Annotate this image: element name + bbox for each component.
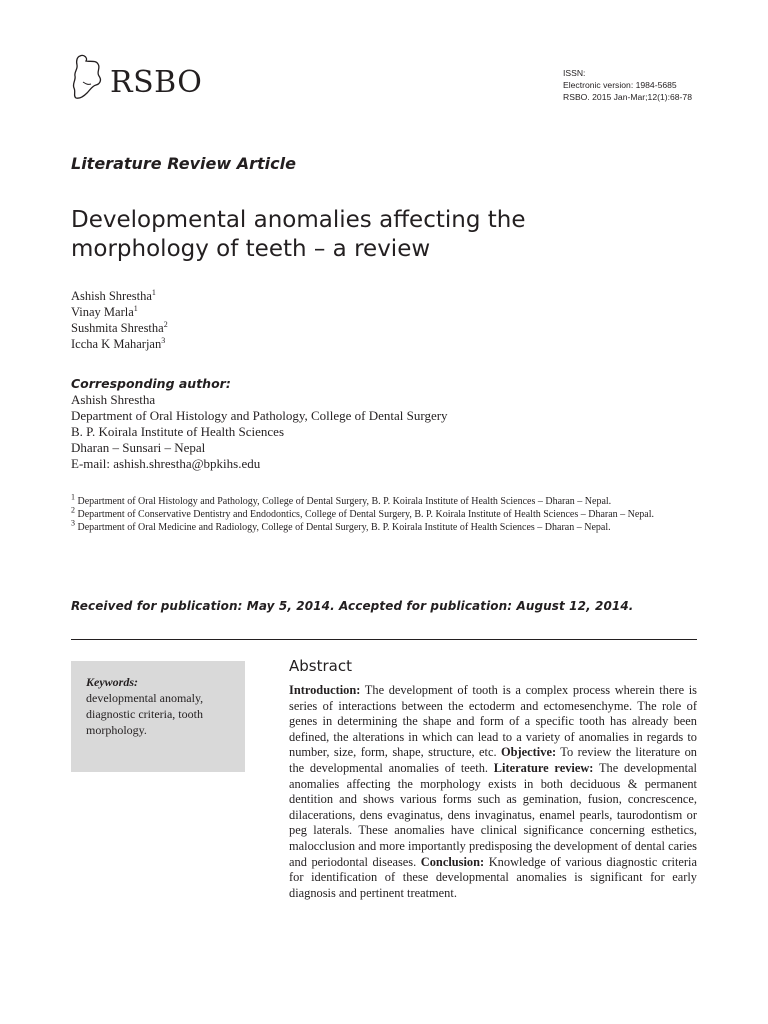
publication-dates: Received for publication: May 5, 2014. Accepted for publication: August 12, 2014. [71,599,634,613]
journal-name: RSBO [110,65,203,100]
abstract-heading: Abstract [289,657,352,675]
citation: RSBO. 2015 Jan-Mar;12(1):68-78 [563,92,692,102]
author: Iccha K Maharjan$^3$ [71,335,166,351]
affiliation: $^3$ Department of Oral Medicine and Radiology, College of Dental Surgery, B. P. Koirala Institute of Health Sciences – Dharan – Nepal. [71,518,611,533]
issn-block [563,67,692,103]
objective-label: Objective: [501,745,557,760]
article-type: Literature Review Article [71,154,296,173]
affiliation: $^1$ Department of Oral Histology and Pathology, College of Dental Surgery, B. P. Koirala Institute of Health Sciences – Dharan – Nepal. [71,492,612,507]
corresponding-label: Corresponding author: [71,376,231,391]
title-line-2: morphology of teeth – a review [71,236,431,262]
affiliations [71,492,699,534]
author: Vinay Marla$^1$ [71,303,138,319]
author: Ashish Shrestha$^1$ [71,287,156,303]
corr-institute: B. P. Koirala Institute of Health Sciences [71,424,285,439]
objective-text: To review the literature on the developmental anomalies of teeth. [289,745,697,775]
issn-label: ISSN: [563,68,586,78]
affiliation: $^2$ Department of Conservative Dentistry and Endodontics, College of Dental Surgery, B. P. Koirala Institute of Health Sciences – Dharan – Nepal. [71,505,655,520]
corr-name: Ashish Shrestha [71,392,156,407]
corr-location: Dharan – Sunsari – Nepal [71,440,206,455]
electronic-version: Electronic version: 1984-5685 [563,80,677,90]
corresponding-author [71,376,711,472]
corr-department: Department of Oral Histology and Pathology, College of Dental Surgery [71,408,448,423]
review-label: Literature review: [493,760,594,775]
intro-label: Introduction: [289,683,361,697]
keywords-text: developmental anomaly, diagnostic criteria, tooth morphology. [86,691,204,737]
conclusion-label: Conclusion: [420,854,485,869]
author: Sushmita Shrestha$^2$ [71,319,168,335]
journal-logo [70,52,220,102]
intro-text: The development of tooth is a complex process wherein there is series of interactions between the ectoderm and ectomesenchyme. The role of genes in determining the shape and form of a specific tooth has already been defined, the alterations in which can lead to a variety of anomalies in regards to number, size, form, shape, structure, etc. [289,683,697,760]
review-text: The developmental anomalies affecting the morphology exists in both deciduous & permanent dentition and shows various forms such as gemination, fusion, concrescence, dilacerations, dens evaginatus, dens invaginatus, enamel pearls, taurodontism or peg laterals. These anomalies have clinical significance concerning esthetics, malocclusion and more importantly predisposing the development of dental caries and periodontal diseases. [289,760,697,869]
author-list [71,288,168,352]
conclusion-text: Knowledge of various diagnostic criteria for identification of these developmental anomalies is significant for early diagnosis and pertinent treatment. [289,854,697,900]
corr-email[interactable]: E-mail: ashish.shrestha@bpkihs.edu [71,456,261,471]
keywords-box [71,661,245,772]
title-line-1: Developmental anomalies affecting the [71,207,526,233]
abstract-body [289,683,697,901]
article-title [71,206,691,264]
divider [71,639,697,640]
keywords-label: Keywords: [86,675,138,689]
map-logo-icon [70,52,108,102]
